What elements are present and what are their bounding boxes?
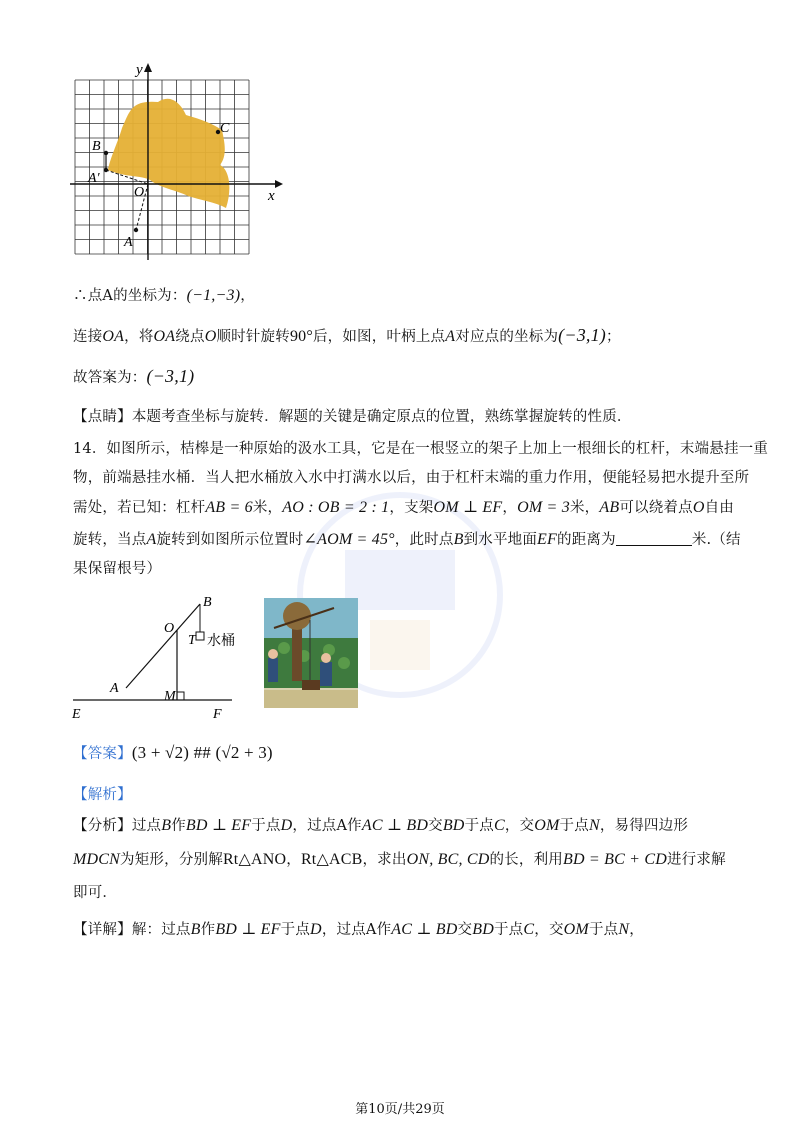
label-O: O xyxy=(164,621,175,636)
fenxi-line-3: 即可． xyxy=(73,885,118,901)
label-B: B xyxy=(92,139,101,154)
x-axis-arrow xyxy=(275,180,283,188)
answer-section: 【答案】(3 + √2) ## (√2 + 3) xyxy=(73,743,273,762)
answer-line: 故答案为：(−3,1) xyxy=(73,366,195,386)
right-angle-M xyxy=(177,692,184,700)
question-line-5: 果保留根号） xyxy=(73,561,162,577)
lever-diagram xyxy=(70,592,240,722)
label-T: T xyxy=(188,633,196,648)
dianjing-line: 【点睛】本题考查坐标与旋转．解题的关键是确定原点的位置，熟练掌握旋转的性质． xyxy=(73,409,632,425)
question-line-1: 14．如图所示，桔槔是一种原始的汲水工具，它是在一根竖立的架子上加上一根细长的杠杆，末端悬挂一重 xyxy=(73,441,769,457)
label-Aprime: A′ xyxy=(88,171,100,186)
jiegao-illustration xyxy=(264,598,358,708)
label-bucket: 水桶 xyxy=(207,633,235,649)
question-line-2: 物，前端悬挂水桶．当人把水桶放入水中打满水以后，由于杠杆末端的重力作用，便能轻易把水提升至所 xyxy=(73,470,750,486)
question-line-3: 需处，若已知：杠杆AB = 6米，AO : OB = 2 : 1，支架OM ⊥ EF，OM = 3米，AB可以绕着点O自由 xyxy=(73,499,734,516)
xiangjie-line-1: 【详解】解：过点B作BD ⊥ EF于点D，过点A作AC ⊥ BD交BD于点C，交OM于点N， xyxy=(73,921,644,938)
label-F: F xyxy=(213,707,222,722)
leaf-shape xyxy=(108,99,229,208)
answer-blank xyxy=(616,533,692,546)
label-C: C xyxy=(220,121,230,136)
label-A: A xyxy=(124,235,133,250)
bucket-box xyxy=(196,632,204,640)
fenxi-line-2: MDCN为矩形，分别解Rt△ANO，Rt△ACB，求出ON, BC, CD的长，利用BD = BC + CD进行求解 xyxy=(73,851,726,868)
solution-line-1: ∴点A的坐标为：(−1,−3)， xyxy=(73,287,255,304)
label-M: M xyxy=(164,689,176,704)
label-O: O xyxy=(134,185,145,200)
question-line-4: 旋转，当点A旋转到如图所示位置时∠AOM = 45°，此时点B到水平地面EF的距离为 米.（结 xyxy=(73,531,741,548)
label-x: x xyxy=(268,188,275,204)
coordinate-grid-figure xyxy=(70,60,285,270)
label-B: B xyxy=(203,595,212,610)
analysis-header: 【解析】 xyxy=(73,787,132,803)
label-E: E xyxy=(72,707,81,722)
label-A: A xyxy=(110,681,119,696)
page-footer: 第10页/共29页 xyxy=(355,1102,445,1117)
solution-line-2: 连接OA，将OA绕点O顺时针旋转90°后，如图，叶柄上点A对应点的坐标为(−3,1)； xyxy=(73,325,621,345)
y-axis-arrow xyxy=(144,63,152,72)
label-y: y xyxy=(136,62,143,78)
fenxi-line-1: 【分析】过点B作BD ⊥ EF于点D，过点A作AC ⊥ BD交BD于点C，交OM于点N，易得四边形 xyxy=(73,817,689,834)
